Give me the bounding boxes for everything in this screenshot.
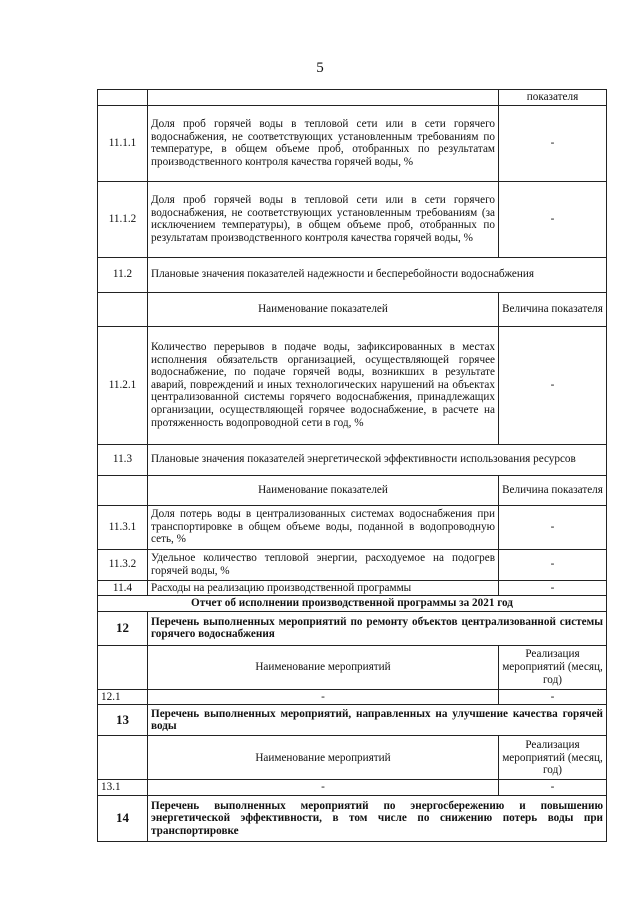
- indicator-name: Доля проб горячей воды в тепловой сети или в сети горячего водоснабжения, не соответствующих установленным требованиям по температуре, в общем объеме проб, отобранных по результатам производственного контроля качества горячей воды, %: [148, 105, 499, 181]
- indicator-value: -: [499, 505, 607, 549]
- row-number: 14: [98, 795, 148, 841]
- table-row: [98, 105, 607, 181]
- column-header-name: Наименование показателей: [148, 475, 499, 505]
- table-row: [98, 705, 607, 736]
- section-heading: Перечень выполненных мероприятий по энергосбережению и повышению энергетической эффективности, в том числе по снижению потерь воды при транспортировке: [148, 795, 607, 841]
- row-number: 12.1: [98, 689, 148, 705]
- row-number: [98, 736, 148, 780]
- row-number: 11.1.2: [98, 181, 148, 257]
- indicator-name: Доля проб горячей воды в тепловой сети или в сети горячего водоснабжения, не соответствующих установленным требованиям (за исключением температуры), в общем объеме проб, отобранных по результатам производственного контроля качества горячей воды, %: [148, 181, 499, 257]
- row-number: 11.2: [98, 257, 148, 292]
- indicator-name: Удельное количество тепловой энергии, расходуемое на подогрев горячей воды, %: [148, 549, 499, 580]
- production-program-table: [97, 89, 607, 842]
- section-heading: Перечень выполненных мероприятий, направленных на улучшение качества горячей воды: [148, 705, 607, 736]
- table-row: [98, 475, 607, 505]
- table-row: [98, 736, 607, 780]
- measure-date: -: [499, 780, 607, 796]
- column-header-name: Наименование мероприятий: [148, 645, 499, 689]
- table-row: [98, 326, 607, 444]
- row-number: 11.2.1: [98, 326, 148, 444]
- column-header-value: Реализация мероприятий (месяц, год): [499, 736, 607, 780]
- row-number: 13.1: [98, 780, 148, 796]
- table-row: [98, 780, 607, 796]
- indicator-value: -: [499, 105, 607, 181]
- indicator-value-header-tail: показателя: [499, 90, 607, 106]
- table-row: [98, 181, 607, 257]
- indicator-value: -: [499, 580, 607, 596]
- row-number: 13: [98, 705, 148, 736]
- section-heading: Плановые значения показателей энергетической эффективности использования ресурсов: [148, 444, 607, 475]
- row-number: [98, 90, 148, 106]
- row-number: 11.4: [98, 580, 148, 596]
- row-text: [148, 90, 499, 106]
- table-row: [98, 549, 607, 580]
- table-row: [98, 257, 607, 292]
- indicator-value: -: [499, 326, 607, 444]
- report-heading: Отчет об исполнении производственной программы за 2021 год: [98, 596, 607, 612]
- column-header-value: Реализация мероприятий (месяц, год): [499, 645, 607, 689]
- column-header-name: Наименование мероприятий: [148, 736, 499, 780]
- row-number: [98, 645, 148, 689]
- table-row: [98, 505, 607, 549]
- row-number: [98, 292, 148, 326]
- table-row: [98, 645, 607, 689]
- section-heading: Перечень выполненных мероприятий по ремонту объектов централизованной системы горячего водоснабжения: [148, 611, 607, 645]
- measure-name: -: [148, 780, 499, 796]
- table-row: [98, 611, 607, 645]
- indicator-name: Доля потерь воды в централизованных системах водоснабжения при транспортировке в общем объеме воды, поданной в водопроводную сеть, %: [148, 505, 499, 549]
- table-row: [98, 795, 607, 841]
- measure-date: -: [499, 689, 607, 705]
- table-row: [98, 444, 607, 475]
- column-header-value: Величина показателя: [499, 292, 607, 326]
- row-number: 12: [98, 611, 148, 645]
- table-row: [98, 292, 607, 326]
- column-header-value: Величина показателя: [499, 475, 607, 505]
- row-number: 11.3.1: [98, 505, 148, 549]
- table-row: [98, 689, 607, 705]
- column-header-name: Наименование показателей: [148, 292, 499, 326]
- table-row: [98, 596, 607, 612]
- indicator-name: Количество перерывов в подаче воды, зафиксированных в местах исполнения обязательств организацией, осуществляющей горячее водоснабжение, по подаче горячей воды, возникших в результате аварий, повреждений и иных технологических нарушений на объектах централизованной системы горячего водоснабжения, принадлежащих организации, осуществляющей горячее водоснабжение, в расчете на протяженность водопроводной сети в год, %: [148, 326, 499, 444]
- indicator-name: Расходы на реализацию производственной программы: [148, 580, 499, 596]
- row-number: 11.3: [98, 444, 148, 475]
- row-number: [98, 475, 148, 505]
- indicator-value: -: [499, 549, 607, 580]
- section-heading: Плановые значения показателей надежности и бесперебойности водоснабжения: [148, 257, 607, 292]
- row-number: 11.1.1: [98, 105, 148, 181]
- indicator-value: -: [499, 181, 607, 257]
- row-number: 11.3.2: [98, 549, 148, 580]
- measure-name: -: [148, 689, 499, 705]
- table-row: [98, 90, 607, 106]
- table-row: [98, 580, 607, 596]
- page-number: 5: [316, 60, 324, 76]
